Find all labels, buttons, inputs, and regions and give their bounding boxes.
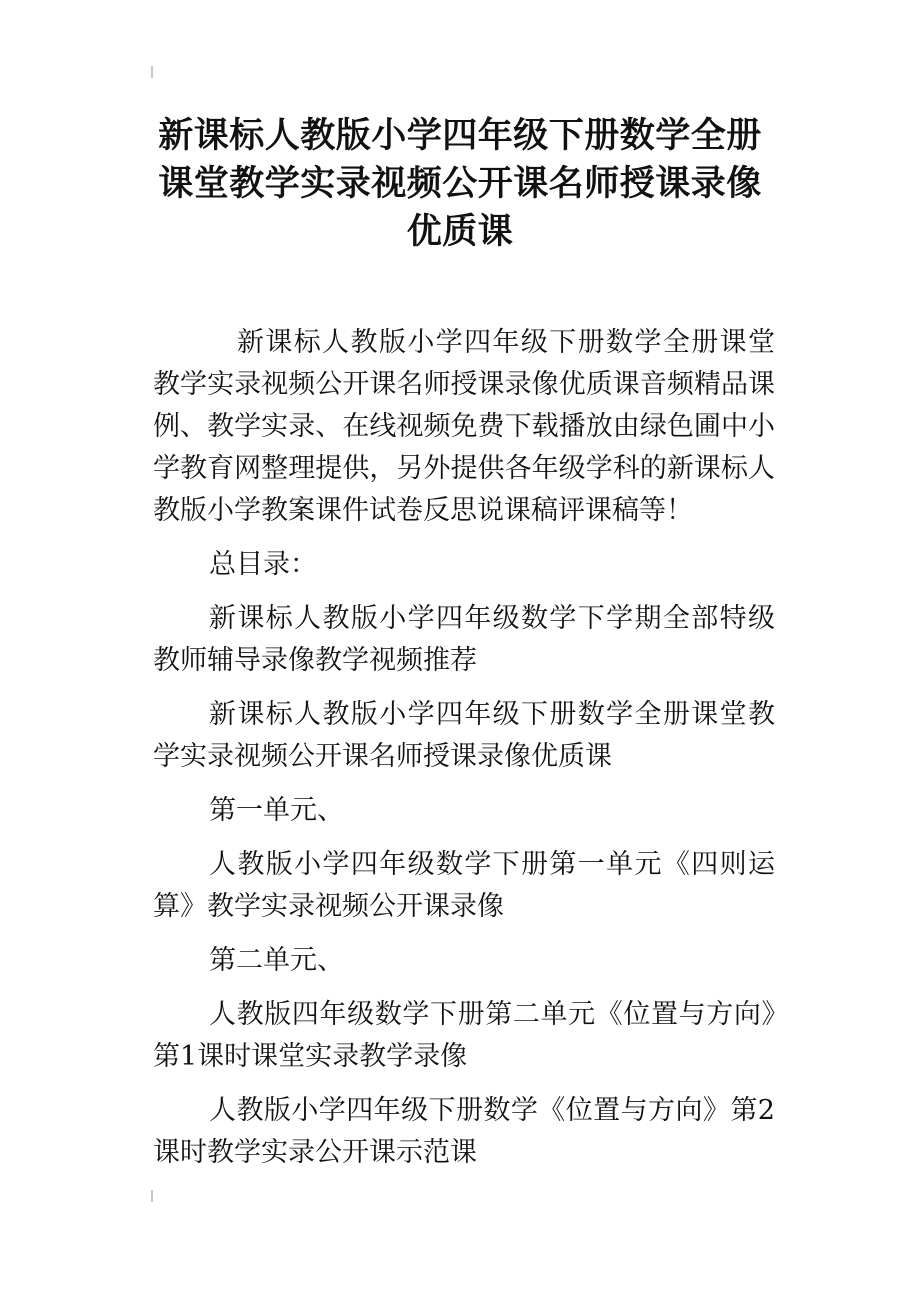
toc-entry-special-teacher: 新课标人教版小学四年级数学下学期全部特级教师辅导录像教学视频推荐 xyxy=(153,603,775,676)
corner-mark-top xyxy=(151,66,153,78)
toc-entry-full-book: 新课标人教版小学四年级下册数学全册课堂教学实录视频公开课名师授课录像优质课 xyxy=(153,699,775,772)
intro-paragraph: 新课标人教版小学四年级下册数学全册课堂教学实录视频公开课名师授课录像优质课音频精品课例、教学实录、在线视频免费下载播放由绿色圃中小学教育网整理提供，另外提供各年级学科的新课标人教版小学教案课件试卷反思说课稿评课稿等！ xyxy=(153,327,775,526)
unit-2-entry-lesson-2: 人教版小学四年级下册数学《位置与方向》第2课时教学实录公开课示范课 xyxy=(153,1095,775,1168)
toc-heading: 总目录： xyxy=(209,549,317,580)
unit-2-heading: 第二单元、 xyxy=(209,945,344,976)
unit-2-entry-lesson-1: 人教版四年级数学下册第二单元《位置与方向》第1课时课堂实录教学录像 xyxy=(153,999,775,1072)
document-body xyxy=(153,322,775,1186)
corner-mark-bottom xyxy=(151,1190,153,1202)
document-title: 新课标人教版小学四年级下册数学全册课堂教学实录视频公开课名师授课录像优质课 xyxy=(158,116,762,252)
unit-1-heading: 第一单元、 xyxy=(209,795,344,826)
unit-1-entry: 人教版小学四年级数学下册第一单元《四则运算》教学实录视频公开课录像 xyxy=(153,849,775,922)
